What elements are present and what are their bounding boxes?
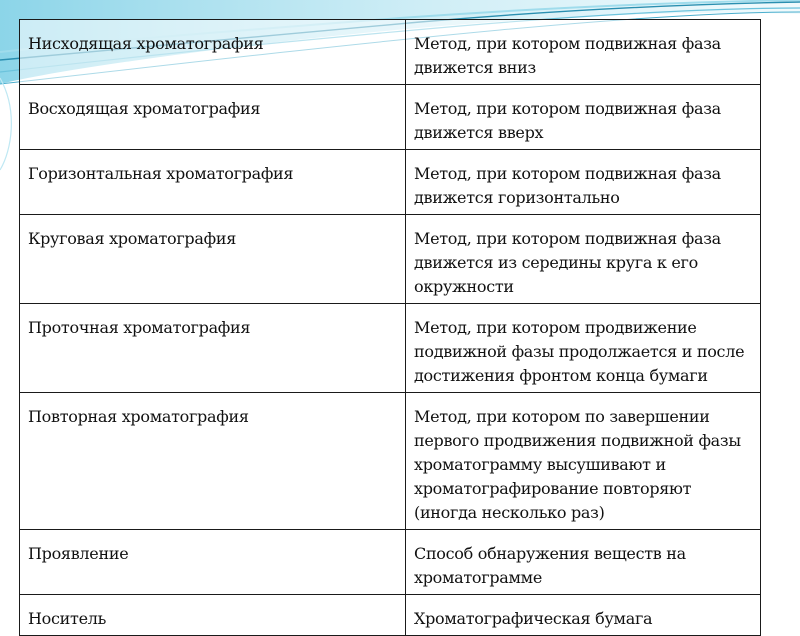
chromatography-terms-table: [19, 19, 761, 636]
table-row: [20, 150, 761, 215]
term-cell: Носитель: [20, 595, 406, 636]
term-cell: Проявление: [20, 530, 406, 595]
table-row: [20, 530, 761, 595]
table-row: [20, 595, 761, 636]
table-row: [20, 393, 761, 530]
table-row: [20, 85, 761, 150]
table-row: [20, 20, 761, 85]
term-cell: Восходящая хроматография: [20, 85, 406, 150]
definition-cell: Метод, при котором подвижная фаза движется вверх: [406, 85, 761, 150]
definition-cell: Метод, при котором подвижная фаза движется горизонтально: [406, 150, 761, 215]
table-row: [20, 304, 761, 393]
term-cell: Круговая хроматография: [20, 215, 406, 304]
definition-cell: Способ обнаружения веществ на хроматограмме: [406, 530, 761, 595]
definition-cell: Метод, при котором продвижение подвижной фазы продолжается и после достижения фронтом конца бумаги: [406, 304, 761, 393]
term-cell: Повторная хроматография: [20, 393, 406, 530]
term-cell: Нисходящая хроматография: [20, 20, 406, 85]
definition-cell: Хроматографическая бумага: [406, 595, 761, 636]
definition-cell: Метод, при котором подвижная фаза движется вниз: [406, 20, 761, 85]
term-cell: Проточная хроматография: [20, 304, 406, 393]
term-cell: Горизонтальная хроматография: [20, 150, 406, 215]
definition-cell: Метод, при котором подвижная фаза движется из середины круга к его окружности: [406, 215, 761, 304]
table-body: [20, 20, 761, 636]
definition-cell: Метод, при котором по завершении первого продвижения подвижной фазы хроматограмму высушивают и хроматографирование повторяют (иногда несколько раз): [406, 393, 761, 530]
table-row: [20, 215, 761, 304]
